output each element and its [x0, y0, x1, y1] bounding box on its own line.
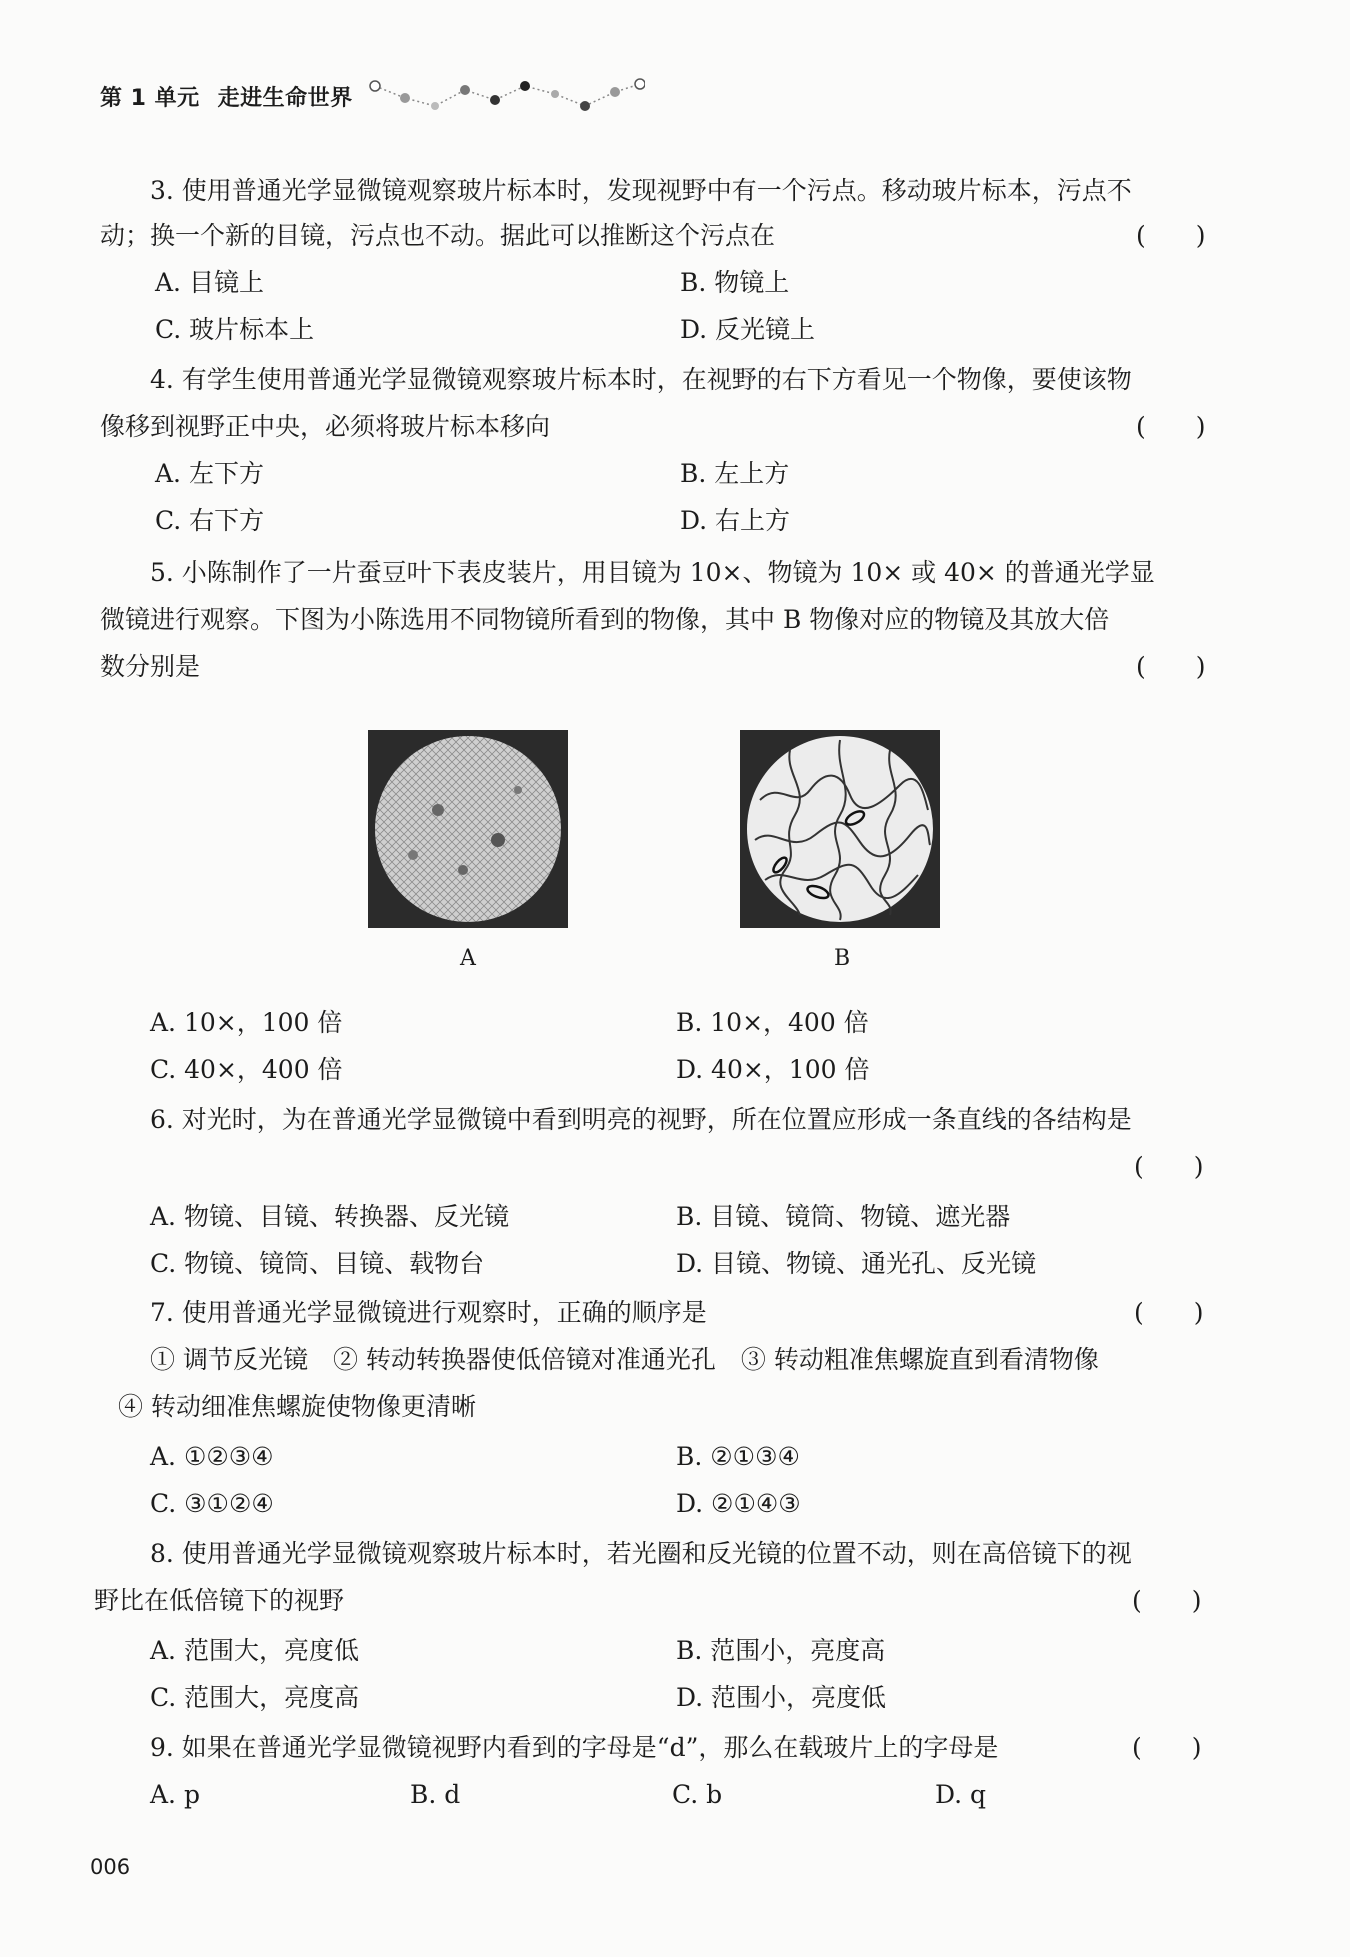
q6-option-d: D. 目镜、物镜、通光孔、反光镜 — [676, 1249, 1037, 1278]
unit-label: 第 1 单元 — [100, 85, 200, 111]
q3-option-b: B. 物镜上 — [680, 268, 790, 297]
q5-option-d: D. 40×，100 倍 — [676, 1055, 870, 1084]
q6-option-a: A. 物镜、目镜、转换器、反光镜 — [150, 1202, 509, 1231]
q8-option-b: B. 范围小，亮度高 — [676, 1636, 886, 1665]
q3-stem-line1: 3. 使用普通光学显微镜观察玻片标本时，发现视野中有一个污点。移动玻片标本，污点不 — [150, 176, 1132, 205]
q6-option-c: C. 物镜、镜筒、目镜、载物台 — [150, 1249, 485, 1278]
q3-answer-paren: ( ) — [1136, 221, 1206, 250]
micrograph-b-figure — [740, 730, 940, 928]
q9-option-d: D. q — [935, 1780, 987, 1809]
q8-stem-line1: 8. 使用普通光学显微镜观察玻片标本时，若光圈和反光镜的位置不动，则在高倍镜下的视 — [150, 1539, 1132, 1568]
q5-stem-line2: 微镜进行观察。下图为小陈选用不同物镜所看到的物像，其中 B 物像对应的物镜及其放大倍 — [100, 605, 1110, 634]
q5-option-b: B. 10×，400 倍 — [676, 1008, 869, 1037]
q5-answer-paren: ( ) — [1136, 652, 1206, 681]
q9-option-c: C. b — [672, 1780, 723, 1809]
q5-option-c: C. 40×，400 倍 — [150, 1055, 343, 1084]
figure-label-a: A — [460, 946, 476, 971]
q7-option-b: B. ②①③④ — [676, 1442, 800, 1471]
q4-option-c: C. 右下方 — [155, 506, 265, 535]
q4-stem-line2: 像移到视野正中央，必须将玻片标本移向 — [100, 412, 551, 441]
q7-answer-paren: ( ) — [1134, 1298, 1204, 1327]
q4-option-b: B. 左上方 — [680, 459, 790, 488]
q5-stem-line1: 5. 小陈制作了一片蚕豆叶下表皮装片，用目镜为 10×、物镜为 10× 或 40× 的普通光学显 — [150, 558, 1155, 587]
q9-stem-line1: 9. 如果在普通光学显微镜视野内看到的字母是“d”，那么在载玻片上的字母是 — [150, 1733, 999, 1762]
q8-answer-paren: ( ) — [1132, 1586, 1202, 1615]
unit-title: 走进生命世界 — [217, 85, 353, 111]
q7-steps-line1: ① 调节反光镜 ② 转动转换器使低倍镜对准通光孔 ③ 转动粗准焦螺旋直到看清物像 — [150, 1345, 1099, 1374]
q3-stem-line2: 动；换一个新的目镜，污点也不动。据此可以推断这个污点在 — [100, 221, 776, 250]
q4-stem-line1: 4. 有学生使用普通光学显微镜观察玻片标本时，在视野的右下方看见一个物像，要使该物 — [150, 365, 1132, 394]
q6-answer-paren: ( ) — [1134, 1152, 1204, 1181]
q8-option-c: C. 范围大，亮度高 — [150, 1683, 360, 1712]
q4-option-a: A. 左下方 — [155, 459, 264, 488]
q6-option-b: B. 目镜、镜筒、物镜、遮光器 — [676, 1202, 1011, 1231]
figure-label-b: B — [834, 946, 851, 971]
q3-option-d: D. 反光镜上 — [680, 315, 816, 344]
q5-option-a: A. 10×，100 倍 — [150, 1008, 343, 1037]
q9-option-b: B. d — [410, 1780, 461, 1809]
q6-stem-line1: 6. 对光时，为在普通光学显微镜中看到明亮的视野，所在位置应形成一条直线的各结构是 — [150, 1105, 1132, 1134]
micrograph-b-image — [740, 730, 940, 928]
q8-option-d: D. 范围小，亮度低 — [676, 1683, 887, 1712]
q3-option-c: C. 玻片标本上 — [155, 315, 315, 344]
q8-stem-line2: 野比在低倍镜下的视野 — [94, 1586, 345, 1615]
q7-option-a: A. ①②③④ — [150, 1442, 274, 1471]
q7-option-d: D. ②①④③ — [676, 1489, 801, 1518]
q8-option-a: A. 范围大，亮度低 — [150, 1636, 359, 1665]
q7-option-c: C. ③①②④ — [150, 1489, 274, 1518]
micrograph-a-image — [368, 730, 568, 928]
q5-stem-line3: 数分别是 — [100, 652, 201, 681]
q4-option-d: D. 右上方 — [680, 506, 791, 535]
q7-stem-line1: 7. 使用普通光学显微镜进行观察时，正确的顺序是 — [150, 1298, 707, 1327]
q7-steps-line2: ④ 转动细准焦螺旋使物像更清晰 — [118, 1392, 476, 1421]
q3-option-a: A. 目镜上 — [155, 268, 264, 297]
decorative-dots-icon — [365, 76, 645, 116]
q4-answer-paren: ( ) — [1136, 412, 1206, 441]
page-header — [100, 76, 645, 116]
page-number: 006 — [90, 1855, 131, 1879]
q9-option-a: A. p — [150, 1780, 200, 1809]
q9-answer-paren: ( ) — [1132, 1733, 1202, 1762]
micrograph-a-figure — [368, 730, 568, 928]
